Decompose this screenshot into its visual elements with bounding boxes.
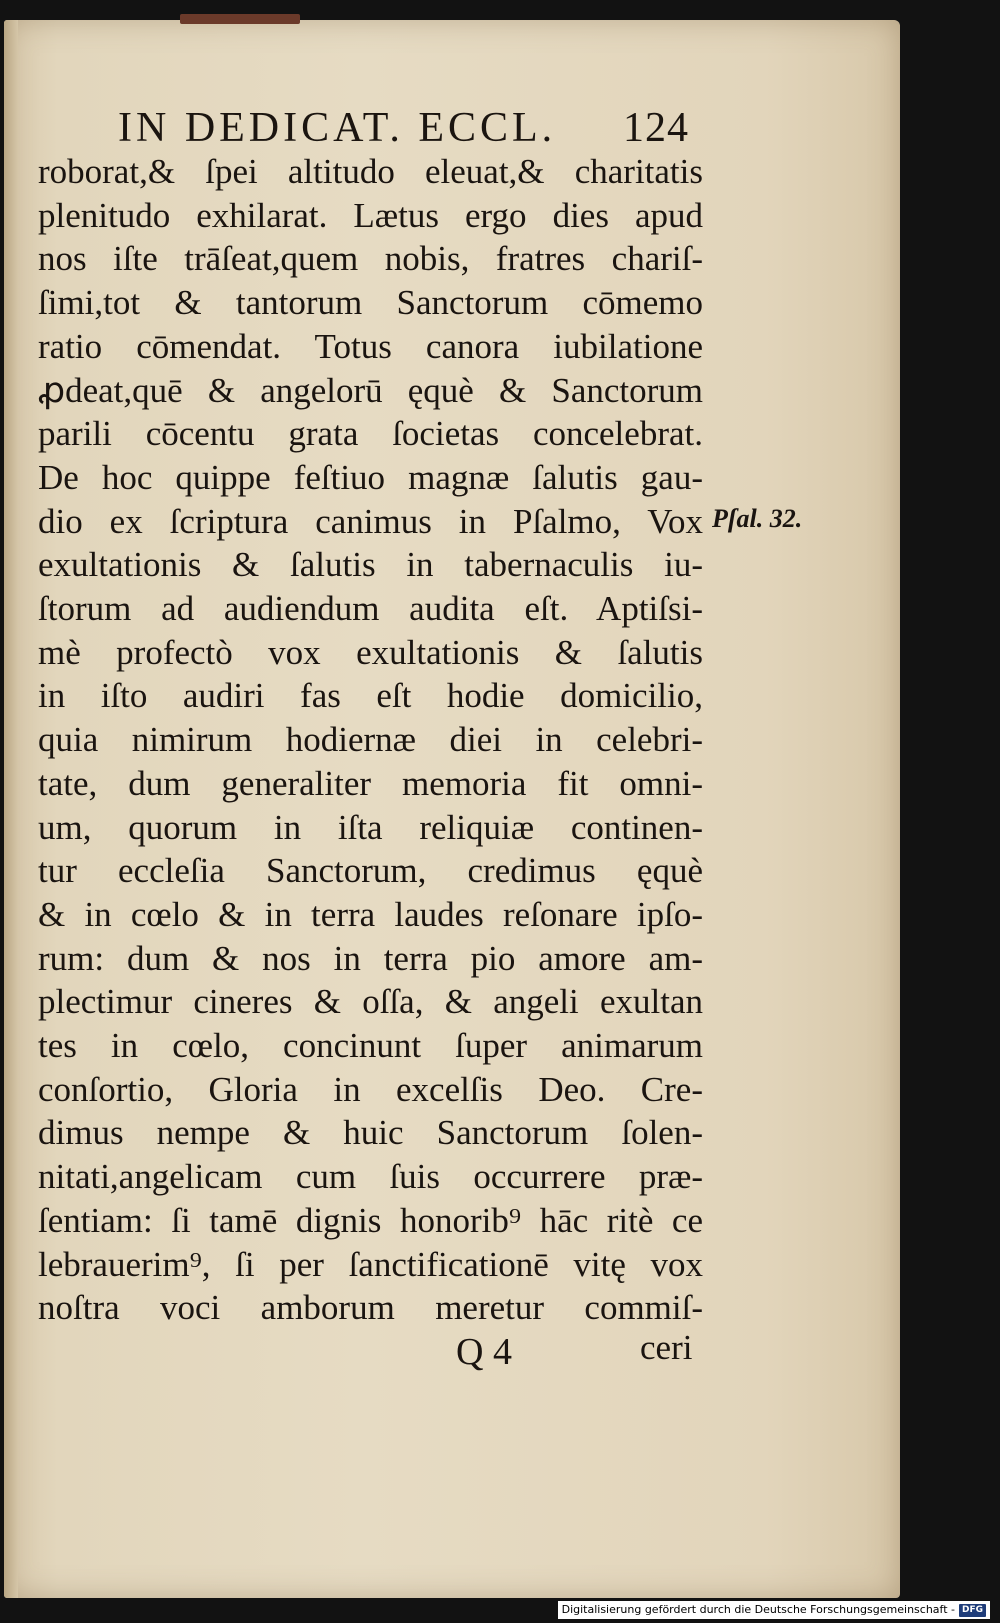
text-line: ſentiam: ſi tamē dignis honorib⁹ hāc ritè ce [38, 1200, 703, 1240]
text-line: ꝓdeat,quē & angelorū ęquè & Sanctorum [38, 370, 703, 410]
folio-number: 124 [623, 105, 689, 151]
text-line: De hoc quippe feſtiuo magnæ ſalutis gau- [38, 457, 703, 497]
text-line: tate, dum generaliter memoria fit omni- [38, 763, 703, 803]
text-line: & in cœlo & in terra laudes reſonare ipſo- [38, 894, 703, 934]
text-line: parili cōcentu grata ſocietas concelebrat. [38, 414, 703, 454]
text-line: nos iſte trāſeat,quem nobis, fratres chariſ- [38, 239, 703, 279]
dfg-logo: DFG [959, 1604, 986, 1617]
footer-text: Digitalisierung gefördert durch die Deutsche Forschungsgemeinschaft - [561, 1603, 955, 1616]
text-line: tes in cœlo, concinunt ſuper animarum [38, 1026, 703, 1066]
text-line: mè profectò vox exultationis & ſalutis [38, 632, 703, 672]
text-line: quia nimirum hodiernæ diei in celebri- [38, 720, 703, 760]
text-line: nitati,angelicam cum ſuis occurrere præ- [38, 1157, 703, 1197]
text-line: noſtra voci amborum meretur commiſ- [38, 1288, 703, 1328]
text-line: dimus nempe & huic Sanctorum ſolen- [38, 1113, 703, 1153]
text-line: exultationis & ſalutis in tabernaculis iu- [38, 545, 703, 585]
text-line: ſtorum ad audiendum audita eſt. Aptiſsi- [38, 589, 703, 629]
text-line: plenitudo exhilarat. Lætus ergo dies apud [38, 195, 703, 235]
text-line: dio ex ſcriptura canimus in Pſalmo, Vox [38, 501, 703, 541]
text-line: plectimur cineres & oſſa, & angeli exultan [38, 982, 703, 1022]
binding-tab [180, 14, 300, 24]
text-line: um, quorum in iſta reliquiæ continen- [38, 807, 703, 847]
margin-note: Pſal. 32. [712, 504, 803, 533]
text-line: ratio cōmendat. Totus canora iubilatione [38, 326, 703, 366]
text-line: tur eccleſia Sanctorum, credimus ęquè [38, 851, 703, 891]
text-line: ſimi,tot & tantorum Sanctorum cōmemo [38, 283, 703, 323]
body-text [38, 150, 703, 1330]
text-line: rum: dum & nos in terra pio amore am- [38, 938, 703, 978]
page-gutter-edge [4, 20, 18, 1598]
running-title: IN DEDICAT. ECCL. [118, 105, 557, 151]
text-line: roborat,& ſpei altitudo eleuat,& charitatis [38, 152, 703, 191]
digitization-footer [558, 1601, 990, 1619]
text-line: in iſto audiri fas eſt hodie domicilio, [38, 676, 703, 716]
signature-mark: Q 4 [456, 1331, 512, 1373]
catchword: ceri [640, 1328, 693, 1367]
running-header [118, 104, 698, 152]
text-line: conſortio, Gloria in excelſis Deo. Cre- [38, 1069, 703, 1109]
text-line: lebrauerim⁹, ſi per ſanctificationē vitę vox [38, 1244, 703, 1284]
